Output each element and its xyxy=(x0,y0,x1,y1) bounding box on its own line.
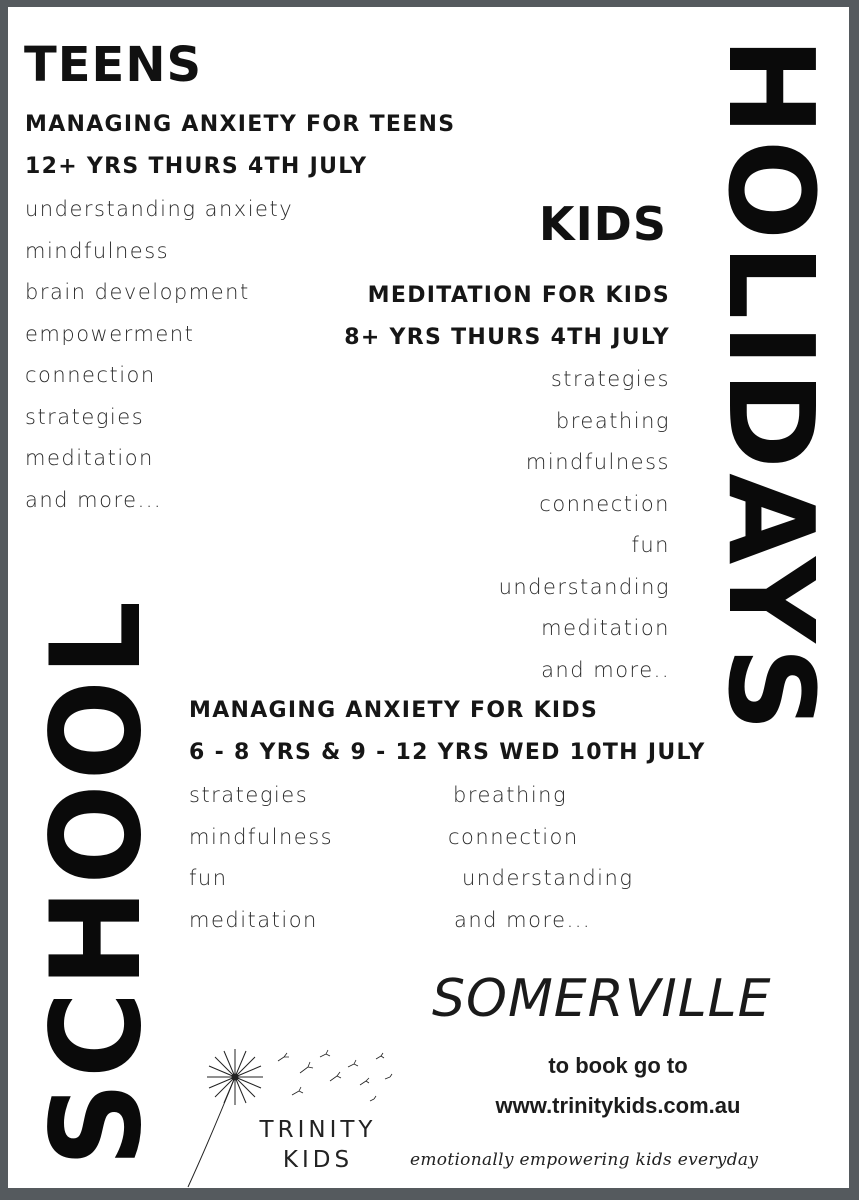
list-item: connection xyxy=(539,491,670,516)
list-item: and more... xyxy=(25,487,163,512)
list-item: fun xyxy=(189,866,228,890)
anxiety-kids-details: 6 - 8 YRS & 9 - 12 YRS WED 10TH JULY xyxy=(189,740,706,765)
kids-title: MEDITATION FOR KIDS xyxy=(367,283,670,308)
booking-text: to book go to xyxy=(548,1053,688,1078)
list-item: and more... xyxy=(454,907,592,932)
list-item: and more.. xyxy=(541,657,670,682)
teens-heading: TEENS xyxy=(24,37,203,93)
list-item: fun xyxy=(631,533,670,557)
list-item: breathing xyxy=(555,408,670,433)
teens-list xyxy=(25,189,293,521)
booking-url[interactable]: www.trinitykids.com.au xyxy=(495,1093,741,1118)
list-item: mindfulness xyxy=(25,238,170,263)
list-item: empowerment xyxy=(25,321,195,346)
list-item: mindfulness xyxy=(525,450,670,474)
kids-list xyxy=(370,359,670,691)
list-item: connection xyxy=(25,363,156,387)
list-item: connection xyxy=(448,824,579,849)
list-item: understanding anxiety xyxy=(25,197,294,221)
list-item: strategies xyxy=(189,783,309,807)
teens-title: MANAGING ANXIETY FOR TEENS xyxy=(25,112,456,137)
anxiety-kids-list-col2 xyxy=(448,775,633,941)
school-banner: SCHOOL xyxy=(23,596,169,1167)
tagline: emotionally empowering kids everyday xyxy=(410,1150,759,1170)
holidays-banner: HOLIDAYS xyxy=(702,37,840,736)
list-item: meditation xyxy=(25,446,154,470)
list-item: strategies xyxy=(550,367,670,391)
anxiety-kids-title: MANAGING ANXIETY FOR KIDS xyxy=(189,698,599,723)
list-item: brain development xyxy=(25,280,250,304)
anxiety-kids-list-col1 xyxy=(189,775,333,941)
kids-details: 8+ YRS THURS 4TH JULY xyxy=(344,325,670,350)
logo-name-line2: KIDS xyxy=(282,1147,354,1173)
flyer-page xyxy=(8,7,849,1188)
logo-name-line1: TRINITY xyxy=(259,1117,377,1143)
list-item: breathing xyxy=(453,783,568,807)
teens-details: 12+ YRS THURS 4TH JULY xyxy=(25,154,368,179)
kids-heading: KIDS xyxy=(538,197,667,251)
list-item: meditation xyxy=(189,907,318,932)
list-item: understanding xyxy=(462,866,634,890)
list-item: mindfulness xyxy=(189,824,334,849)
list-item: understanding xyxy=(498,574,670,599)
location-title: SOMERVILLE xyxy=(432,969,772,1029)
list-item: meditation xyxy=(541,616,670,640)
list-item: strategies xyxy=(25,404,145,429)
